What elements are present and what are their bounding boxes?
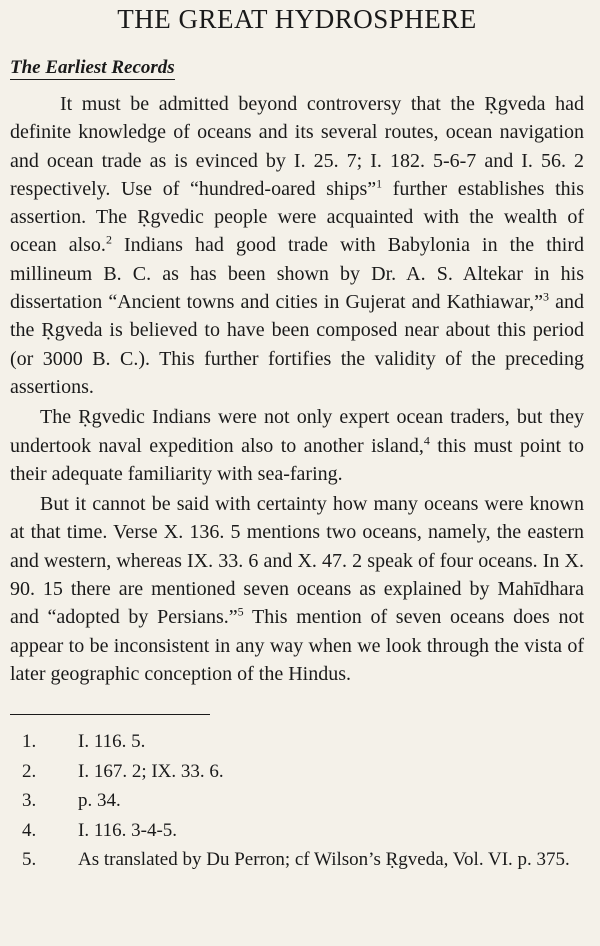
paragraph-2 bbox=[10, 403, 584, 488]
paragraph-3 bbox=[10, 490, 584, 688]
footnote-number: 3. bbox=[22, 790, 37, 812]
footnote-item bbox=[10, 845, 584, 875]
text-run: This mention of seven oceans does not appear to be inconsistent in any way when we look through the vista of later geographic conception of the Hindus. bbox=[10, 606, 584, 685]
footnote-item bbox=[10, 786, 584, 816]
section-heading-wrap bbox=[10, 35, 584, 80]
footnote-text: I. 116. 5. bbox=[78, 731, 146, 753]
text-run: this must point to their adequate familiarity with sea-faring. bbox=[10, 434, 584, 485]
text-run: It must be admitted beyond controversy that the Ṛgveda had definite knowledge of oceans and its several routes, ocean navigation and ocean trade as is evinced by I. 25. 7; I. 182. 5-6-7 and I. 56. 2 respectively. Use of “hundred-oared ships” bbox=[10, 93, 584, 200]
footnote-text: As translated by Du Perron; cf Wilson’s Ṛgveda, Vol. VI. p. 375. bbox=[78, 849, 570, 871]
footnote-item bbox=[10, 816, 584, 846]
footnote-text: I. 116. 3-4-5. bbox=[78, 819, 178, 841]
footnote-marker: 2 bbox=[105, 232, 112, 247]
footnote-divider bbox=[10, 714, 210, 715]
text-run: further establishes this assertion. The Ṛgvedic people were acquainted with the wealth of ocean also. bbox=[10, 177, 584, 257]
footnote-list bbox=[10, 727, 584, 875]
footnote-number: 1. bbox=[22, 731, 37, 753]
footnote-marker: 1 bbox=[376, 176, 383, 191]
footnote-text: I. 167. 2; IX. 33. 6. bbox=[78, 760, 224, 782]
text-run: and the Ṛgveda is believed to have been composed near about this period (or 3000 B. C.). This further fortifies the validity of the preceding assertions. bbox=[10, 291, 584, 398]
footnote-number: 5. bbox=[22, 849, 37, 871]
footnote-item bbox=[10, 727, 584, 757]
footnote-marker: 5 bbox=[237, 604, 244, 619]
footnote-text: p. 34. bbox=[78, 790, 121, 812]
text-run: Indians had good trade with Babylonia in the third millineum B. C. as has been shown by Dr. A. S. Altekar in his dissertation “Ancient towns and cities in Gujerat and Kathiawar,” bbox=[10, 234, 584, 314]
body-text bbox=[10, 90, 584, 688]
footnote-number: 2. bbox=[22, 760, 37, 782]
section-heading: The Earliest Records bbox=[10, 57, 175, 78]
text-run: The Ṛgvedic Indians were not only expert ocean traders, but they undertook naval expedition also to another island, bbox=[10, 406, 584, 457]
text-run: But it cannot be said with certainty how many oceans were known at that time. Verse X. 136. 5 mentions two oceans, namely, the eastern and western, whereas IX. 33. 6 and X. 47. 2 speak of four oceans. In X. 90. 15 there are mentioned seven oceans as explained by Mahīdhara and “adopted by Persians.” bbox=[10, 493, 584, 629]
footnote-number: 4. bbox=[22, 819, 37, 841]
footnote-marker: 4 bbox=[423, 432, 430, 447]
page-title: THE GREAT HYDROSPHERE bbox=[117, 4, 477, 34]
paragraph-1 bbox=[10, 90, 584, 401]
footnote-marker: 3 bbox=[542, 289, 549, 304]
footnote-item bbox=[10, 757, 584, 787]
